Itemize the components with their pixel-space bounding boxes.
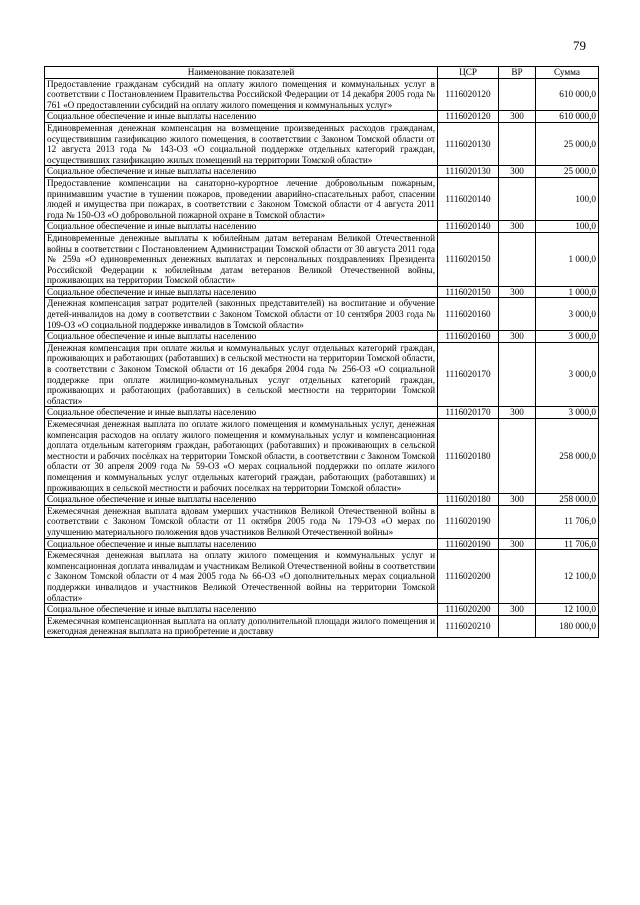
- table-row: [45, 122, 599, 165]
- table-row: [45, 419, 599, 494]
- row-vr-cell: [499, 177, 536, 220]
- row-vr-cell: 300: [499, 166, 536, 178]
- table-row: [45, 538, 599, 550]
- table-row: [45, 494, 599, 506]
- row-csr-cell: 1116020180: [438, 494, 499, 506]
- row-csr-cell: 1116020190: [438, 538, 499, 550]
- row-vr-cell: [499, 419, 536, 494]
- row-csr-cell: 1116020150: [438, 286, 499, 298]
- row-name-cell: Социальное обеспечение и иные выплаты населению: [45, 111, 438, 123]
- row-sum-cell: 12 100,0: [536, 604, 599, 616]
- row-vr-cell: [499, 550, 536, 604]
- row-sum-cell: 3 000,0: [536, 407, 599, 419]
- row-vr-cell: [499, 122, 536, 165]
- row-name-cell: Денежная компенсация затрат родителей (законных представителей) на воспитание и обучение детей-инвалидов на дому в соответствии с Законом Томской области от 10 сентября 2003 года № 109-ОЗ «О социальной поддержке инвалидов в Томской области»: [45, 298, 438, 331]
- table-row: [45, 615, 599, 637]
- row-csr-cell: 1116020130: [438, 122, 499, 165]
- row-name-cell: Социальное обеспечение и иные выплаты населению: [45, 604, 438, 616]
- table-row: [45, 166, 599, 178]
- table-row: [45, 177, 599, 220]
- row-csr-cell: 1116020140: [438, 221, 499, 233]
- row-name-cell: Денежная компенсация при оплате жилья и коммунальных услуг отдельных категорий граждан, проживающих и работающих (работавших) в сельской местности на территории Томской области, в соответствии с Законом Томской области от 16 декабря 2004 года № 256-ОЗ «О социальной поддержке при оплате жилищно-коммунальных услуг отдельных категорий граждан, проживающих и работающих (работавших) в сельской местности на территории Томской области»: [45, 342, 438, 407]
- row-sum-cell: 3 000,0: [536, 342, 599, 407]
- row-vr-cell: 300: [499, 538, 536, 550]
- header-sum: Сумма: [536, 67, 599, 79]
- row-vr-cell: [499, 505, 536, 538]
- row-sum-cell: 25 000,0: [536, 166, 599, 178]
- row-sum-cell: 1 000,0: [536, 286, 599, 298]
- header-name: Наименование показателей: [45, 67, 438, 79]
- row-name-cell: Социальное обеспечение и иные выплаты населению: [45, 286, 438, 298]
- header-vr: ВР: [499, 67, 536, 79]
- budget-table: [44, 66, 599, 638]
- row-sum-cell: 12 100,0: [536, 550, 599, 604]
- row-csr-cell: 1116020190: [438, 505, 499, 538]
- row-csr-cell: 1116020200: [438, 604, 499, 616]
- row-vr-cell: 300: [499, 604, 536, 616]
- row-csr-cell: 1116020160: [438, 331, 499, 343]
- row-sum-cell: 11 706,0: [536, 505, 599, 538]
- table-body: [45, 78, 599, 637]
- row-vr-cell: [499, 78, 536, 111]
- header-csr: ЦСР: [438, 67, 499, 79]
- table-row: [45, 232, 599, 286]
- row-sum-cell: 610 000,0: [536, 78, 599, 111]
- table-row: [45, 550, 599, 604]
- table-row: [45, 342, 599, 407]
- row-csr-cell: 1116020130: [438, 166, 499, 178]
- row-csr-cell: 1116020120: [438, 78, 499, 111]
- row-csr-cell: 1116020170: [438, 407, 499, 419]
- row-name-cell: Ежемесячная денежная выплата вдовам умерших участников Великой Отечественной войны в соответствии с Законом Томской области от 11 октября 2005 года № 179-ОЗ «О мерах по улучшению материального положения вдов участников Великой Отечественной войны»: [45, 505, 438, 538]
- row-name-cell: Социальное обеспечение и иные выплаты населению: [45, 538, 438, 550]
- row-sum-cell: 11 706,0: [536, 538, 599, 550]
- row-sum-cell: 3 000,0: [536, 298, 599, 331]
- table-row: [45, 298, 599, 331]
- row-csr-cell: 1116020170: [438, 342, 499, 407]
- table-row: [45, 331, 599, 343]
- row-vr-cell: [499, 298, 536, 331]
- row-vr-cell: 300: [499, 286, 536, 298]
- row-name-cell: Ежемесячная компенсационная выплата на оплату дополнительной площади жилого помещения и ежегодная денежная выплата на приобретение и доставку: [45, 615, 438, 637]
- table-row: [45, 221, 599, 233]
- row-vr-cell: 300: [499, 494, 536, 506]
- row-csr-cell: 1116020120: [438, 111, 499, 123]
- table-row: [45, 604, 599, 616]
- row-name-cell: Предоставление компенсации на санаторно-курортное лечение добровольным пожарным, принимавшим участие в тушении пожаров, проведении аварийно-спасательных работ, спасении людей и имущества при пожарах, в соответствии с Законом Томской области от 4 августа 2011 года № 150-ОЗ «О добровольной пожарной охране в Томской области»: [45, 177, 438, 220]
- row-sum-cell: 180 000,0: [536, 615, 599, 637]
- table-row: [45, 111, 599, 123]
- row-name-cell: Единовременные денежные выплаты к юбилейным датам ветеранам Великой Отечественной войны в соответствии с Постановлением Администрации Томской области от 30 августа 2011 года № 259а «О единовременных денежных выплатах и персональных поздравлениях Президента Российской Федерации к юбилейным датам ветеранов Великой Отечественной войны, проживающих на территории Томской области»: [45, 232, 438, 286]
- table-header-row: [45, 67, 599, 79]
- row-sum-cell: 1 000,0: [536, 232, 599, 286]
- row-vr-cell: 300: [499, 221, 536, 233]
- row-sum-cell: 258 000,0: [536, 494, 599, 506]
- row-vr-cell: 300: [499, 407, 536, 419]
- row-vr-cell: 300: [499, 111, 536, 123]
- row-csr-cell: 1116020180: [438, 419, 499, 494]
- row-sum-cell: 100,0: [536, 177, 599, 220]
- row-name-cell: Социальное обеспечение и иные выплаты населению: [45, 166, 438, 178]
- row-csr-cell: 1116020210: [438, 615, 499, 637]
- table-row: [45, 286, 599, 298]
- row-vr-cell: [499, 615, 536, 637]
- row-csr-cell: 1116020200: [438, 550, 499, 604]
- row-vr-cell: [499, 232, 536, 286]
- row-name-cell: Социальное обеспечение и иные выплаты населению: [45, 407, 438, 419]
- row-sum-cell: 100,0: [536, 221, 599, 233]
- row-sum-cell: 25 000,0: [536, 122, 599, 165]
- table-row: [45, 78, 599, 111]
- table-row: [45, 407, 599, 419]
- row-sum-cell: 258 000,0: [536, 419, 599, 494]
- row-vr-cell: 300: [499, 331, 536, 343]
- row-name-cell: Ежемесячная денежная выплата на оплату жилого помещения и коммунальных услуг и компенсационная доплата инвалидам и участникам Великой Отечественной войны в соответствии с Законом Томской области от 4 мая 2005 года № 66-ОЗ «О дополнительных мерах социальной поддержки инвалидов и участников Великой Отечественной войны на территории Томской области»: [45, 550, 438, 604]
- row-name-cell: Социальное обеспечение и иные выплаты населению: [45, 494, 438, 506]
- row-csr-cell: 1116020140: [438, 177, 499, 220]
- row-csr-cell: 1116020150: [438, 232, 499, 286]
- row-name-cell: Социальное обеспечение и иные выплаты населению: [45, 331, 438, 343]
- row-vr-cell: [499, 342, 536, 407]
- row-sum-cell: 3 000,0: [536, 331, 599, 343]
- row-name-cell: Предоставление гражданам субсидий на оплату жилого помещения и коммунальных услуг в соответствии с Постановлением Правительства Российской Федерации от 14 декабря 2005 года № 761 «О предоставлении субсидий на оплату жилого помещения и коммунальных услуг»: [45, 78, 438, 111]
- page-number: 79: [573, 38, 586, 53]
- row-sum-cell: 610 000,0: [536, 111, 599, 123]
- row-csr-cell: 1116020160: [438, 298, 499, 331]
- row-name-cell: Единовременная денежная компенсация на возмещение произведенных расходов гражданам, осуществившим газификацию жилого помещения, в соответствии с Законом Томской области от 12 августа 2013 года № 143-ОЗ «О социальной поддержке отдельных категорий граждан, осуществивших газификацию жилых помещений на территории Томской области»: [45, 122, 438, 165]
- table-row: [45, 505, 599, 538]
- row-name-cell: Ежемесячная денежная выплата по оплате жилого помещения и коммунальных услуг, денежная компенсация расходов на оплату жилого помещения и коммунальных услуг и компенсационная доплата отдельным категориям граждан, работающих (работавших) и проживающих в сельской местности и рабочих посёлках на территории Томской области, в соответствии с Законом Томской области от 30 апреля 2009 года № 59-ОЗ «О мерах социальной поддержки по оплате жилого помещения и коммунальных услуг отдельных категорий граждан, работающих (работавших) и проживающих в сельской местности и рабочих поселках на территории Томской области»: [45, 419, 438, 494]
- row-name-cell: Социальное обеспечение и иные выплаты населению: [45, 221, 438, 233]
